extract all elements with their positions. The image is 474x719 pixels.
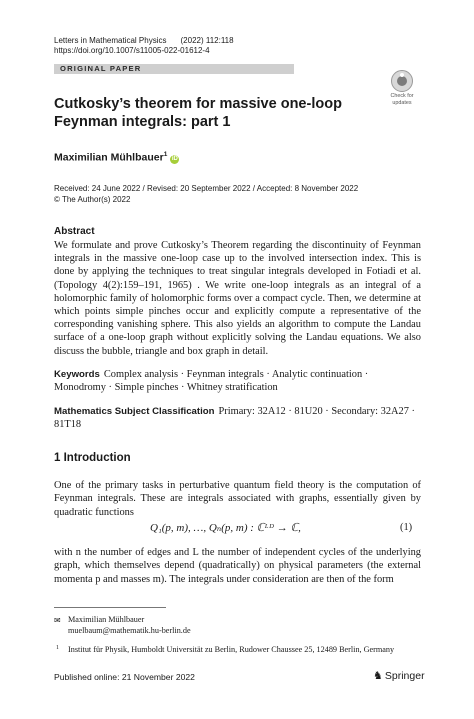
envelope-icon: ✉ [54,616,61,625]
author-name[interactable]: Maximilian Mühlbauer [54,151,164,164]
footnote-rule [54,607,166,608]
springer-horse-icon: ♞ [373,670,383,682]
msc-classification [54,405,421,431]
affiliation: Institut für Physik, Humboldt Universität zu Berlin, Rudower Chaussee 25, 12489 Berlin, Germany [68,645,395,654]
paper-type: ORIGINAL PAPER [60,64,142,73]
crossmark-icon [391,70,413,92]
intro-paragraph-1: One of the primary tasks in perturbative quantum field theory is the computation of Feynman integrals. These are integrals associated with graphs, essentially given by quadratic functions [54,480,421,518]
history-dates: Received: 24 June 2022 / Revised: 20 September 2022 / Accepted: 8 November 2022 [54,184,359,193]
contact-name: Maximilian Mühlbauer [68,615,145,624]
publisher-name: Springer [384,670,425,682]
contact-email[interactable]: muelbaum@mathematik.hu-berlin.de [68,626,191,635]
abstract-heading: Abstract [54,226,95,237]
keywords-text: Complex analysis · Feynman integrals · Analytic continuation · Monodromy · Simple pinches · Whitney stratification [54,369,369,394]
citation: (2022) 112:118 [180,36,234,45]
orcid-icon[interactable]: iD [171,155,178,162]
doi-link[interactable]: https://doi.org/10.1007/s11005-022-01612-4 [54,46,210,55]
author-affil-sup: 1 [163,151,168,158]
abstract-text: We formulate and prove Cutkosky’s Theorem regarding the discontinuity of Feynman integrals in the massive one-loop case up to the involved intersection index. This is done by applying the techniques to treat singular integrals developed in Fotiadi et al. (Topology 4(2):159–191, 1965) . We write one-loop integrals as an integral of a holomorphic family of holomorphic forms over a compact cycle. Then, we determine at which points simple pinches occur and explicitly compute a representative of the corresponding vanishing sphere. This also yields an algorithm to compute the Landau surface of a one-loop graph without explicitly solving the Landau equations. We also discuss the bubble, triangle and box graph in detail. [54,240,421,357]
section-heading [54,451,131,465]
equation-number: (1) [400,522,413,533]
journal-citation [54,36,234,46]
equation-1: Q₁(p, m), …, Qₙ(p, m) : ℂᴸᴰ → ℂ, [150,522,301,534]
dates-block [54,184,358,205]
updates-label: updates [392,100,412,106]
check-for-label: Check for [390,93,414,99]
keywords-label: Keywords [54,369,100,380]
msc-text: Primary: 32A12 · 81U20 · Secondary: 32A27 · 81T18 [54,406,416,431]
section-title: Introduction [63,452,131,464]
section-number: 1 [54,452,61,464]
journal-name: Letters in Mathematical Physics [54,36,167,45]
intro-paragraph-2: with n the number of edges and L the number of independent cycles of the underlying graph, which themselves depend (quadratically) on physical parameters (the external momenta p and masses m). The integrals under consideration are then of the form [54,547,421,585]
affiliation-number: 1 [56,645,59,651]
springer-logo [373,670,425,683]
author [54,149,179,164]
published-date: Published online: 21 November 2022 [54,672,195,682]
check-for-updates-badge[interactable] [386,70,418,104]
msc-label: Mathematics Subject Classification [54,406,215,417]
paper-title: Cutkosky’s theorem for massive one-loop Feynman integrals: part 1 [54,96,342,130]
keywords [54,368,421,394]
copyright: © The Author(s) 2022 [54,194,131,204]
